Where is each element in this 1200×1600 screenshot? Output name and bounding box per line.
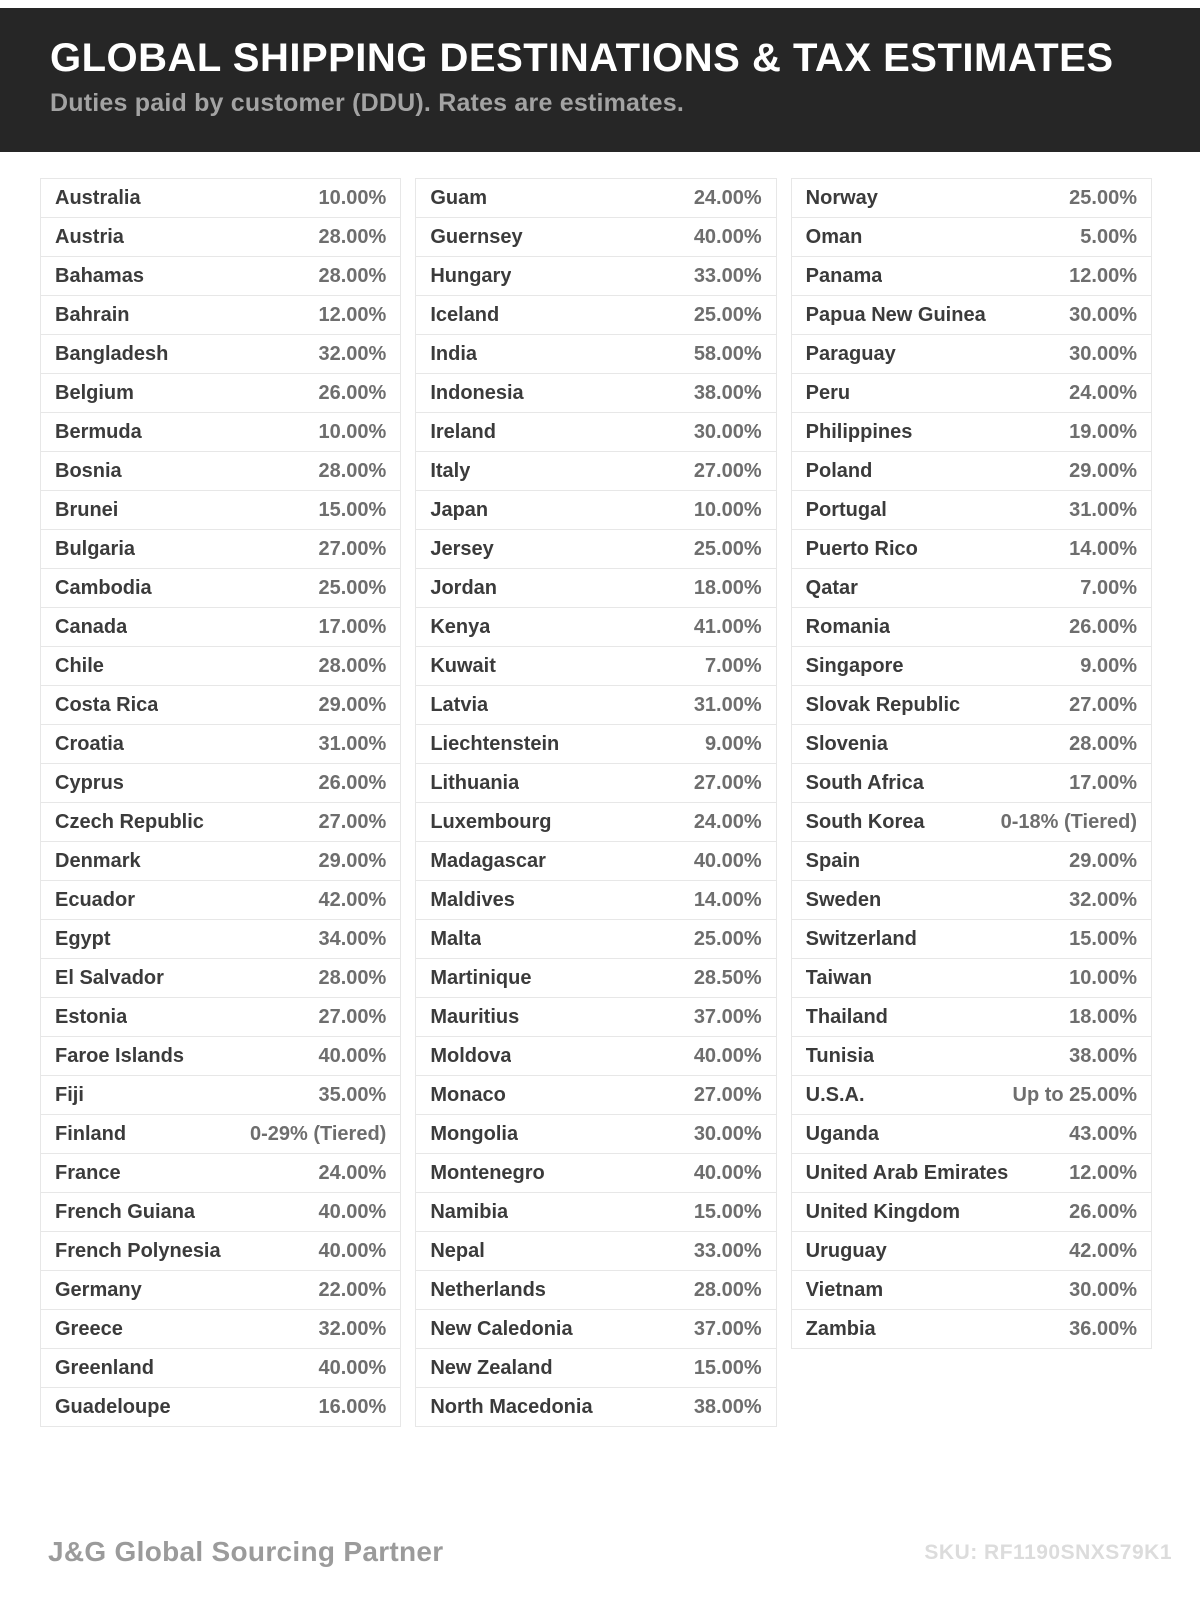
country-name: U.S.A. [805,1083,865,1106]
tax-rate: 34.00% [318,927,387,950]
country-name: Latvia [430,693,489,716]
table-row [415,1270,776,1310]
tax-rate: 27.00% [1069,693,1137,716]
country-name: Singapore [805,654,904,677]
country-name: Costa Rica [55,693,159,716]
table-row [791,1231,1152,1271]
tax-rate: 28.00% [693,1278,762,1301]
tax-rate: 9.00% [704,732,762,755]
country-name: Ireland [430,420,496,443]
country-name: South Korea [805,810,925,833]
table-row [415,373,776,413]
table-row [791,529,1152,569]
tax-rate: 24.00% [693,810,762,833]
tax-rate: 10.00% [318,420,387,443]
table-row [791,334,1152,374]
tax-rate: 40.00% [318,1200,387,1223]
table-row [791,373,1152,413]
tax-rate: 26.00% [1069,1200,1137,1223]
table-row [791,1075,1152,1115]
tax-rate: 26.00% [1069,615,1137,638]
table-row [791,490,1152,530]
table-row [415,217,776,257]
table-row [40,1075,401,1115]
tax-rate: 24.00% [1069,381,1137,404]
table-row [415,1309,776,1349]
tax-rate: 40.00% [693,1044,762,1067]
table-row [791,763,1152,803]
table-row [791,880,1152,920]
table-row [40,451,401,491]
country-name: Panama [805,264,883,287]
country-name: Greece [55,1317,123,1340]
country-name: Estonia [55,1005,128,1028]
table-row [791,607,1152,647]
tax-rate: 12.00% [318,303,387,326]
tax-rate: 31.00% [318,732,387,755]
tax-rate: 24.00% [318,1161,387,1184]
table-row [415,1153,776,1193]
tax-rate: 28.50% [693,966,762,989]
country-name: Norway [805,186,878,209]
tax-rate: 40.00% [318,1239,387,1262]
table-row [791,451,1152,491]
tax-rate: 40.00% [318,1044,387,1067]
tax-rate: 33.00% [693,264,762,287]
country-name: Finland [55,1122,127,1145]
country-name: Qatar [805,576,858,599]
tax-rate: 43.00% [1069,1122,1137,1145]
table-row [40,607,401,647]
tax-rate: 30.00% [693,1122,762,1145]
country-name: Lithuania [430,771,520,794]
table-row [415,1114,776,1154]
tax-rate: 30.00% [1069,342,1137,365]
table-row [40,1036,401,1076]
country-name: Poland [805,459,873,482]
table-row [415,607,776,647]
table-row [791,1153,1152,1193]
tax-rate: Up to 25.00% [1012,1083,1137,1106]
tax-rate: 37.00% [693,1005,762,1028]
tax-rate: 27.00% [318,810,387,833]
table-row [415,1075,776,1115]
country-name: Czech Republic [55,810,204,833]
table-row [415,529,776,569]
country-name: Slovak Republic [805,693,961,716]
tax-rate: 0-29% (Tiered) [249,1122,387,1145]
country-name: Kenya [430,615,491,638]
country-name: Japan [430,498,489,521]
tax-rate: 29.00% [1069,459,1137,482]
country-name: Madagascar [430,849,546,872]
tax-rate: 28.00% [318,225,387,248]
tax-rate: 18.00% [693,576,762,599]
country-name: Mauritius [430,1005,520,1028]
tax-rate: 42.00% [318,888,387,911]
table-row [415,802,776,842]
table-row [791,1270,1152,1310]
tax-rate: 42.00% [1069,1239,1137,1262]
country-name: Uganda [805,1122,879,1145]
country-name: Romania [805,615,891,638]
country-name: Montenegro [430,1161,545,1184]
tax-rate: 27.00% [693,459,762,482]
country-name: Oman [805,225,863,248]
tax-rate: 27.00% [318,1005,387,1028]
country-name: Liechtenstein [430,732,560,755]
country-name: Bahrain [55,303,130,326]
country-name: Austria [55,225,124,248]
country-name: El Salvador [55,966,164,989]
page-title: GLOBAL SHIPPING DESTINATIONS & TAX ESTIMATES [50,36,1114,80]
tax-rate: 36.00% [1069,1317,1137,1340]
tax-rate: 26.00% [318,771,387,794]
country-name: Sweden [805,888,882,911]
country-name: Chile [55,654,104,677]
tax-rate: 32.00% [1069,888,1137,911]
country-name: Portugal [805,498,887,521]
table-row [791,685,1152,725]
tax-rate: 30.00% [1069,303,1137,326]
tax-rate: 29.00% [1069,849,1137,872]
table-row [791,256,1152,296]
tax-rate: 17.00% [318,615,387,638]
country-name: Bahamas [55,264,144,287]
country-name: Tunisia [805,1044,875,1067]
country-name: Denmark [55,849,141,872]
table-row [40,1348,401,1388]
table-row [415,334,776,374]
tax-rate: 25.00% [1069,186,1137,209]
country-name: Switzerland [805,927,917,950]
country-name: Kuwait [430,654,496,677]
country-name: France [55,1161,121,1184]
country-name: Canada [55,615,128,638]
tax-rate: 32.00% [318,1317,387,1340]
country-name: Bangladesh [55,342,169,365]
tax-rate: 14.00% [1069,537,1137,560]
country-name: Cyprus [55,771,124,794]
country-name: Brunei [55,498,119,521]
tax-rate: 14.00% [693,888,762,911]
country-name: Taiwan [805,966,872,989]
country-name: North Macedonia [430,1395,593,1418]
tax-rate: 31.00% [693,693,762,716]
country-name: Puerto Rico [805,537,918,560]
country-name: Mongolia [430,1122,519,1145]
tax-rate: 38.00% [693,1395,762,1418]
table-row [40,529,401,569]
tax-rate: 25.00% [693,303,762,326]
tax-rate: 9.00% [1080,654,1137,677]
country-name: New Caledonia [430,1317,573,1340]
table-row [415,1387,776,1427]
tax-rate: 30.00% [1069,1278,1137,1301]
table-row [40,841,401,881]
brand-name: J&G Global Sourcing Partner [48,1536,444,1567]
country-name: Malta [430,927,482,950]
tax-rate: 58.00% [693,342,762,365]
table-row [40,1153,401,1193]
country-name: Germany [55,1278,142,1301]
tax-rate: 7.00% [1080,576,1137,599]
table-row [415,919,776,959]
country-name: Uruguay [805,1239,887,1262]
country-name: Jersey [430,537,494,560]
tax-rate: 25.00% [693,537,762,560]
table-row [415,997,776,1037]
table-row [40,1270,401,1310]
table-row [791,178,1152,218]
country-name: French Guiana [55,1200,196,1223]
tax-rate: 17.00% [1069,771,1137,794]
country-name: Slovenia [805,732,888,755]
table-row [791,217,1152,257]
table-row [40,919,401,959]
tax-rate: 41.00% [693,615,762,638]
table-row [40,763,401,803]
table-row [40,1192,401,1232]
country-name: Moldova [430,1044,512,1067]
table-row [40,412,401,452]
table-row [415,412,776,452]
table-row [415,958,776,998]
country-name: Paraguay [805,342,896,365]
country-name: Guernsey [430,225,523,248]
tax-rate: 15.00% [1069,927,1137,950]
country-name: Guam [430,186,488,209]
table-row [40,178,401,218]
country-name: Australia [55,186,141,209]
tax-rate: 38.00% [1069,1044,1137,1067]
country-name: Iceland [430,303,500,326]
table-row [791,646,1152,686]
country-name: Nepal [430,1239,485,1262]
tax-rate: 15.00% [693,1356,762,1379]
table-row [415,1192,776,1232]
tax-rate: 40.00% [693,1161,762,1184]
tax-rate: 30.00% [693,420,762,443]
table-row [791,1114,1152,1154]
tax-rate: 40.00% [693,225,762,248]
rate-column-3 [791,178,1152,1349]
table-row [415,763,776,803]
country-name: New Zealand [430,1356,553,1379]
table-row [791,919,1152,959]
country-name: India [430,342,477,365]
table-row [40,724,401,764]
table-row [791,958,1152,998]
table-row [415,451,776,491]
table-row [40,373,401,413]
country-name: Fiji [55,1083,84,1106]
table-row [415,490,776,530]
table-row [40,1114,401,1154]
country-name: Italy [430,459,471,482]
tax-rate: 28.00% [318,264,387,287]
tax-rate: 22.00% [318,1278,387,1301]
country-name: Bosnia [55,459,122,482]
table-row [415,841,776,881]
table-row [791,1309,1152,1349]
rate-column-1 [40,178,401,1427]
table-row [791,1192,1152,1232]
table-row [40,217,401,257]
country-name: Hungary [430,264,512,287]
tax-rate: 31.00% [1069,498,1137,521]
tax-rate: 28.00% [318,966,387,989]
country-name: Zambia [805,1317,876,1340]
table-row [415,1348,776,1388]
tax-rate: 7.00% [704,654,762,677]
country-name: French Polynesia [55,1239,221,1262]
country-name: Netherlands [430,1278,546,1301]
country-name: Spain [805,849,861,872]
tax-rate: 0-18% (Tiered) [1000,810,1137,833]
table-row [791,802,1152,842]
tax-rate: 25.00% [693,927,762,950]
tax-rate: 38.00% [693,381,762,404]
table-row [40,958,401,998]
table-row [40,997,401,1037]
tax-rate: 26.00% [318,381,387,404]
country-name: Thailand [805,1005,888,1028]
tax-rate: 40.00% [693,849,762,872]
tax-rate: 15.00% [318,498,387,521]
country-name: Papua New Guinea [805,303,986,326]
table-row [415,256,776,296]
country-name: Namibia [430,1200,509,1223]
tax-rate: 10.00% [318,186,387,209]
table-row [40,295,401,335]
tax-rate: 28.00% [1069,732,1137,755]
table-row [415,1036,776,1076]
table-row [791,997,1152,1037]
tax-rate: 28.00% [318,654,387,677]
country-name: Egypt [55,927,111,950]
table-row [40,568,401,608]
table-row [415,295,776,335]
table-row [40,490,401,530]
tax-rate: 25.00% [318,576,387,599]
table-row [415,568,776,608]
country-name: United Arab Emirates [805,1161,1009,1184]
tax-rate: 19.00% [1069,420,1137,443]
sku-label: SKU: RF1190SNXS79K1 [924,1541,1172,1564]
table-row [791,841,1152,881]
table-row [40,1231,401,1271]
country-name: Guadeloupe [55,1395,171,1418]
country-name: Martinique [430,966,532,989]
table-row [40,1309,401,1349]
table-row [791,1036,1152,1076]
table-row [40,802,401,842]
table-row [415,880,776,920]
tax-rate: 35.00% [318,1083,387,1106]
tax-rate: 37.00% [693,1317,762,1340]
country-name: Belgium [55,381,134,404]
rate-column-2 [415,178,776,1427]
country-name: Jordan [430,576,498,599]
tax-rate: 10.00% [693,498,762,521]
table-row [791,412,1152,452]
table-row [791,295,1152,335]
country-name: Maldives [430,888,515,911]
tax-rate: 29.00% [318,849,387,872]
tax-rate: 15.00% [693,1200,762,1223]
rates-table [0,152,1200,1427]
table-row [415,646,776,686]
country-name: Indonesia [430,381,524,404]
country-name: Philippines [805,420,913,443]
table-row [40,334,401,374]
country-name: Luxembourg [430,810,552,833]
tax-rate: 27.00% [693,1083,762,1106]
tax-rate: 33.00% [693,1239,762,1262]
tax-rate: 29.00% [318,693,387,716]
country-name: Bermuda [55,420,142,443]
page-subtitle: Duties paid by customer (DDU). Rates are estimates. [50,89,685,117]
table-row [415,1231,776,1271]
tax-rate: 32.00% [318,342,387,365]
tax-rate: 27.00% [693,771,762,794]
table-row [40,646,401,686]
tax-rate: 40.00% [318,1356,387,1379]
tax-rate: 10.00% [1069,966,1137,989]
table-row [415,685,776,725]
table-row [40,685,401,725]
country-name: Bulgaria [55,537,136,560]
header-banner [0,8,1200,152]
tax-rate: 27.00% [318,537,387,560]
tax-rate: 16.00% [318,1395,387,1418]
table-row [40,880,401,920]
table-row [40,256,401,296]
tax-rate: 24.00% [693,186,762,209]
country-name: Vietnam [805,1278,884,1301]
country-name: Monaco [430,1083,506,1106]
tax-rate: 28.00% [318,459,387,482]
country-name: Peru [805,381,851,404]
country-name: Greenland [55,1356,154,1379]
country-name: Cambodia [55,576,152,599]
tax-rate: 12.00% [1069,1161,1137,1184]
table-row [40,1387,401,1427]
table-row [791,568,1152,608]
table-row [791,724,1152,764]
table-row [415,178,776,218]
tax-rate: 5.00% [1080,225,1137,248]
country-name: Ecuador [55,888,136,911]
country-name: South Africa [805,771,924,794]
tax-rate: 12.00% [1069,264,1137,287]
country-name: Croatia [55,732,124,755]
country-name: United Kingdom [805,1200,961,1223]
country-name: Faroe Islands [55,1044,184,1067]
table-row [415,724,776,764]
tax-rate: 18.00% [1069,1005,1137,1028]
